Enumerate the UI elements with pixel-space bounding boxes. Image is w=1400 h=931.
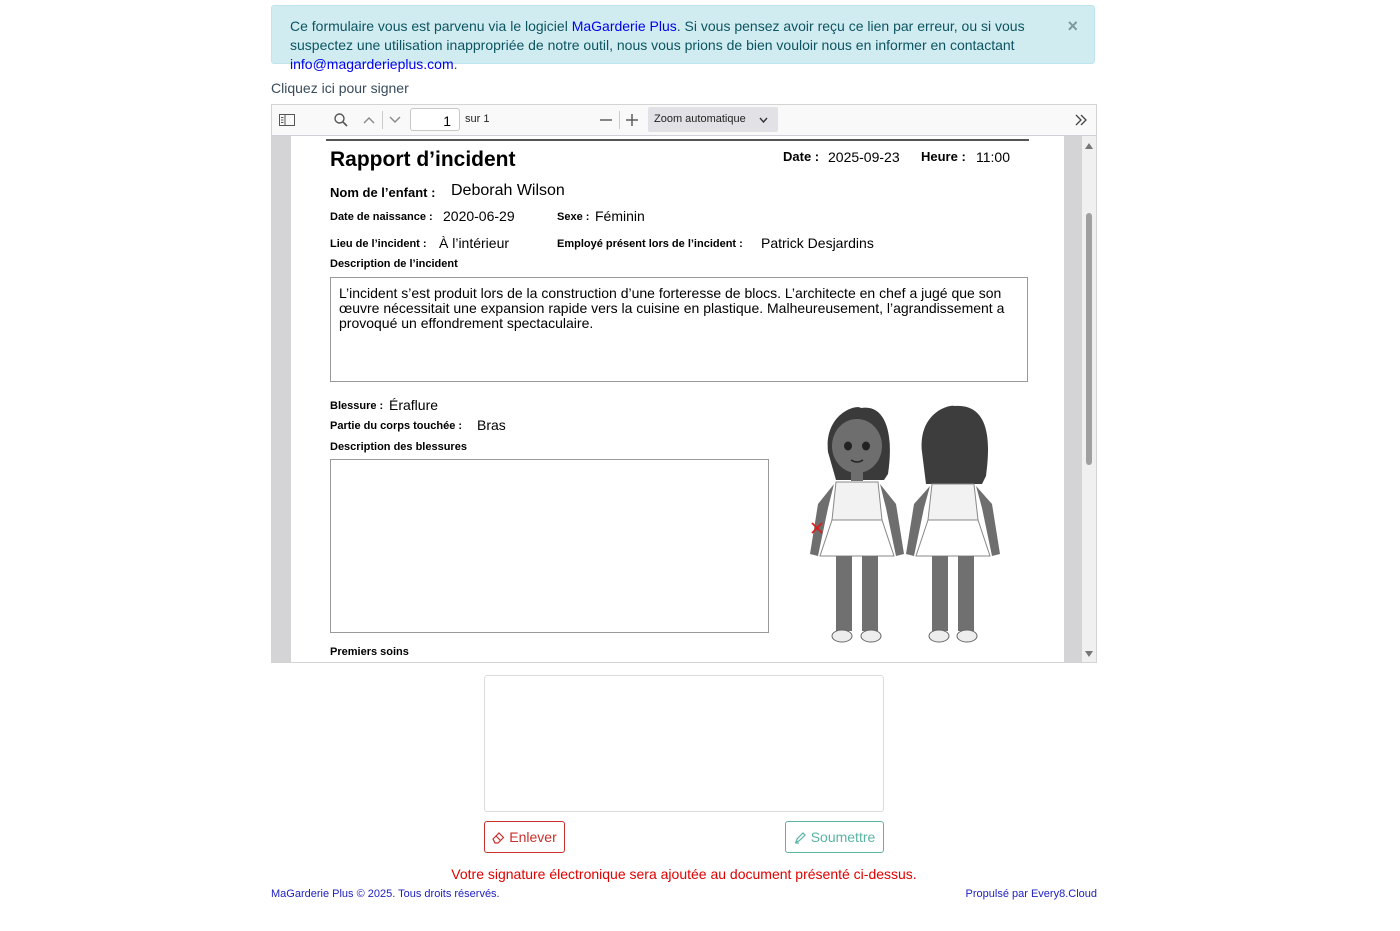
eraser-icon [492,831,505,844]
alert-text-after: . [453,56,458,72]
child-back-figure [906,406,1000,642]
zoom-out-icon[interactable] [598,110,614,130]
time-value: 11:00 [976,149,1010,165]
tools-menu-icon[interactable] [1072,110,1090,130]
employee-value: Patrick Desjardins [761,235,874,251]
sidebar-toggle-icon[interactable] [278,110,296,130]
previous-page-icon[interactable] [361,110,377,130]
scrollbar-thumb[interactable] [1086,213,1092,465]
scroll-up-icon[interactable] [1085,143,1093,149]
body-part-label: Partie du corps touchée : [330,420,463,432]
place-value: À l’intérieur [439,235,510,251]
header-rule [326,139,1029,141]
first-aid-label: Premiers soins [330,646,409,658]
child-front-figure [810,407,904,642]
place-label: Lieu de l’incident : [330,238,427,250]
injury-description-box [330,459,769,633]
pdf-toolbar [272,105,1096,136]
toolbar-separator [382,111,383,129]
signature-pad[interactable] [484,675,884,812]
body-part-value: Bras [477,417,506,433]
chevron-down-icon [759,114,768,126]
page-number-input[interactable] [410,108,460,131]
remove-button-label: Enlever [509,829,557,845]
injury-description-label: Description des blessures [330,441,467,453]
body-diagram [796,404,1021,650]
incident-description-box: L’incident s’est produit lors de la construction d’une forteresse de blocs. L’architecte en chef a jugé que son œuvre nécessitait une expansion rapide vers la cuisine en plastique. Malheureusement, l’agrandissement a provoqué un effondrement spectaculaire. [330,277,1028,382]
incident-description-label: Description de l’incident [330,258,458,270]
close-icon[interactable]: × [1067,16,1078,36]
email-link[interactable]: info@magarderieplus.com [290,56,454,72]
employee-label: Employé présent lors de l’incident : [557,238,743,250]
remove-signature-button[interactable] [484,821,565,853]
pdf-page [291,136,1064,663]
date-value: 2025-09-23 [828,149,900,165]
injury-value: Éraflure [389,397,439,413]
report-title: Rapport d’incident [330,148,516,171]
sex-label: Sexe : [557,211,590,223]
scroll-down-icon[interactable] [1085,651,1093,657]
toolbar-separator [619,111,620,129]
submit-button-label: Soumettre [810,829,876,845]
submit-button[interactable] [785,821,884,853]
zoom-select-label: Zoom automatique [654,113,746,125]
viewer-scrollbar[interactable] [1082,136,1096,663]
pen-icon [794,831,807,844]
next-page-icon[interactable] [387,110,403,130]
birth-date-label: Date de naissance : [330,211,433,223]
child-name-value: Deborah Wilson [451,182,565,199]
injury-label: Blessure : [330,400,384,412]
alert-text-before: Ce formulaire vous est parvenu via le logiciel [290,18,572,34]
sex-value: Féminin [595,208,645,224]
time-label: Heure : [921,149,966,164]
footer-powered-by[interactable]: Propulsé par Every8.Cloud [965,888,1097,900]
brand-link[interactable]: MaGarderie Plus [571,18,677,34]
zoom-in-icon[interactable] [624,110,640,130]
info-alert [271,5,1095,72]
signature-notice: Votre signature électronique sera ajoutée au document présenté ci-dessus. [451,866,917,882]
alert-text-middle: . Si vous pensez avoir reçu ce lien par erreur, ou si vous suspectez une utilisation inappropriée de notre outil, nous vous prions de bien vouloir nous en informer en contactant [290,18,1025,53]
birth-date-value: 2020-06-29 [443,208,515,224]
date-label: Date : [783,149,820,164]
search-icon[interactable] [332,110,350,130]
footer-copyright: MaGarderie Plus © 2025. Tous droits réservés. [271,888,500,900]
pdf-viewer [271,104,1097,663]
sign-here-link[interactable]: Cliquez ici pour signer [271,80,409,96]
zoom-select[interactable] [648,107,778,132]
page-count: sur 1 [465,113,490,125]
child-name-label: Nom de l’enfant : [330,185,436,200]
